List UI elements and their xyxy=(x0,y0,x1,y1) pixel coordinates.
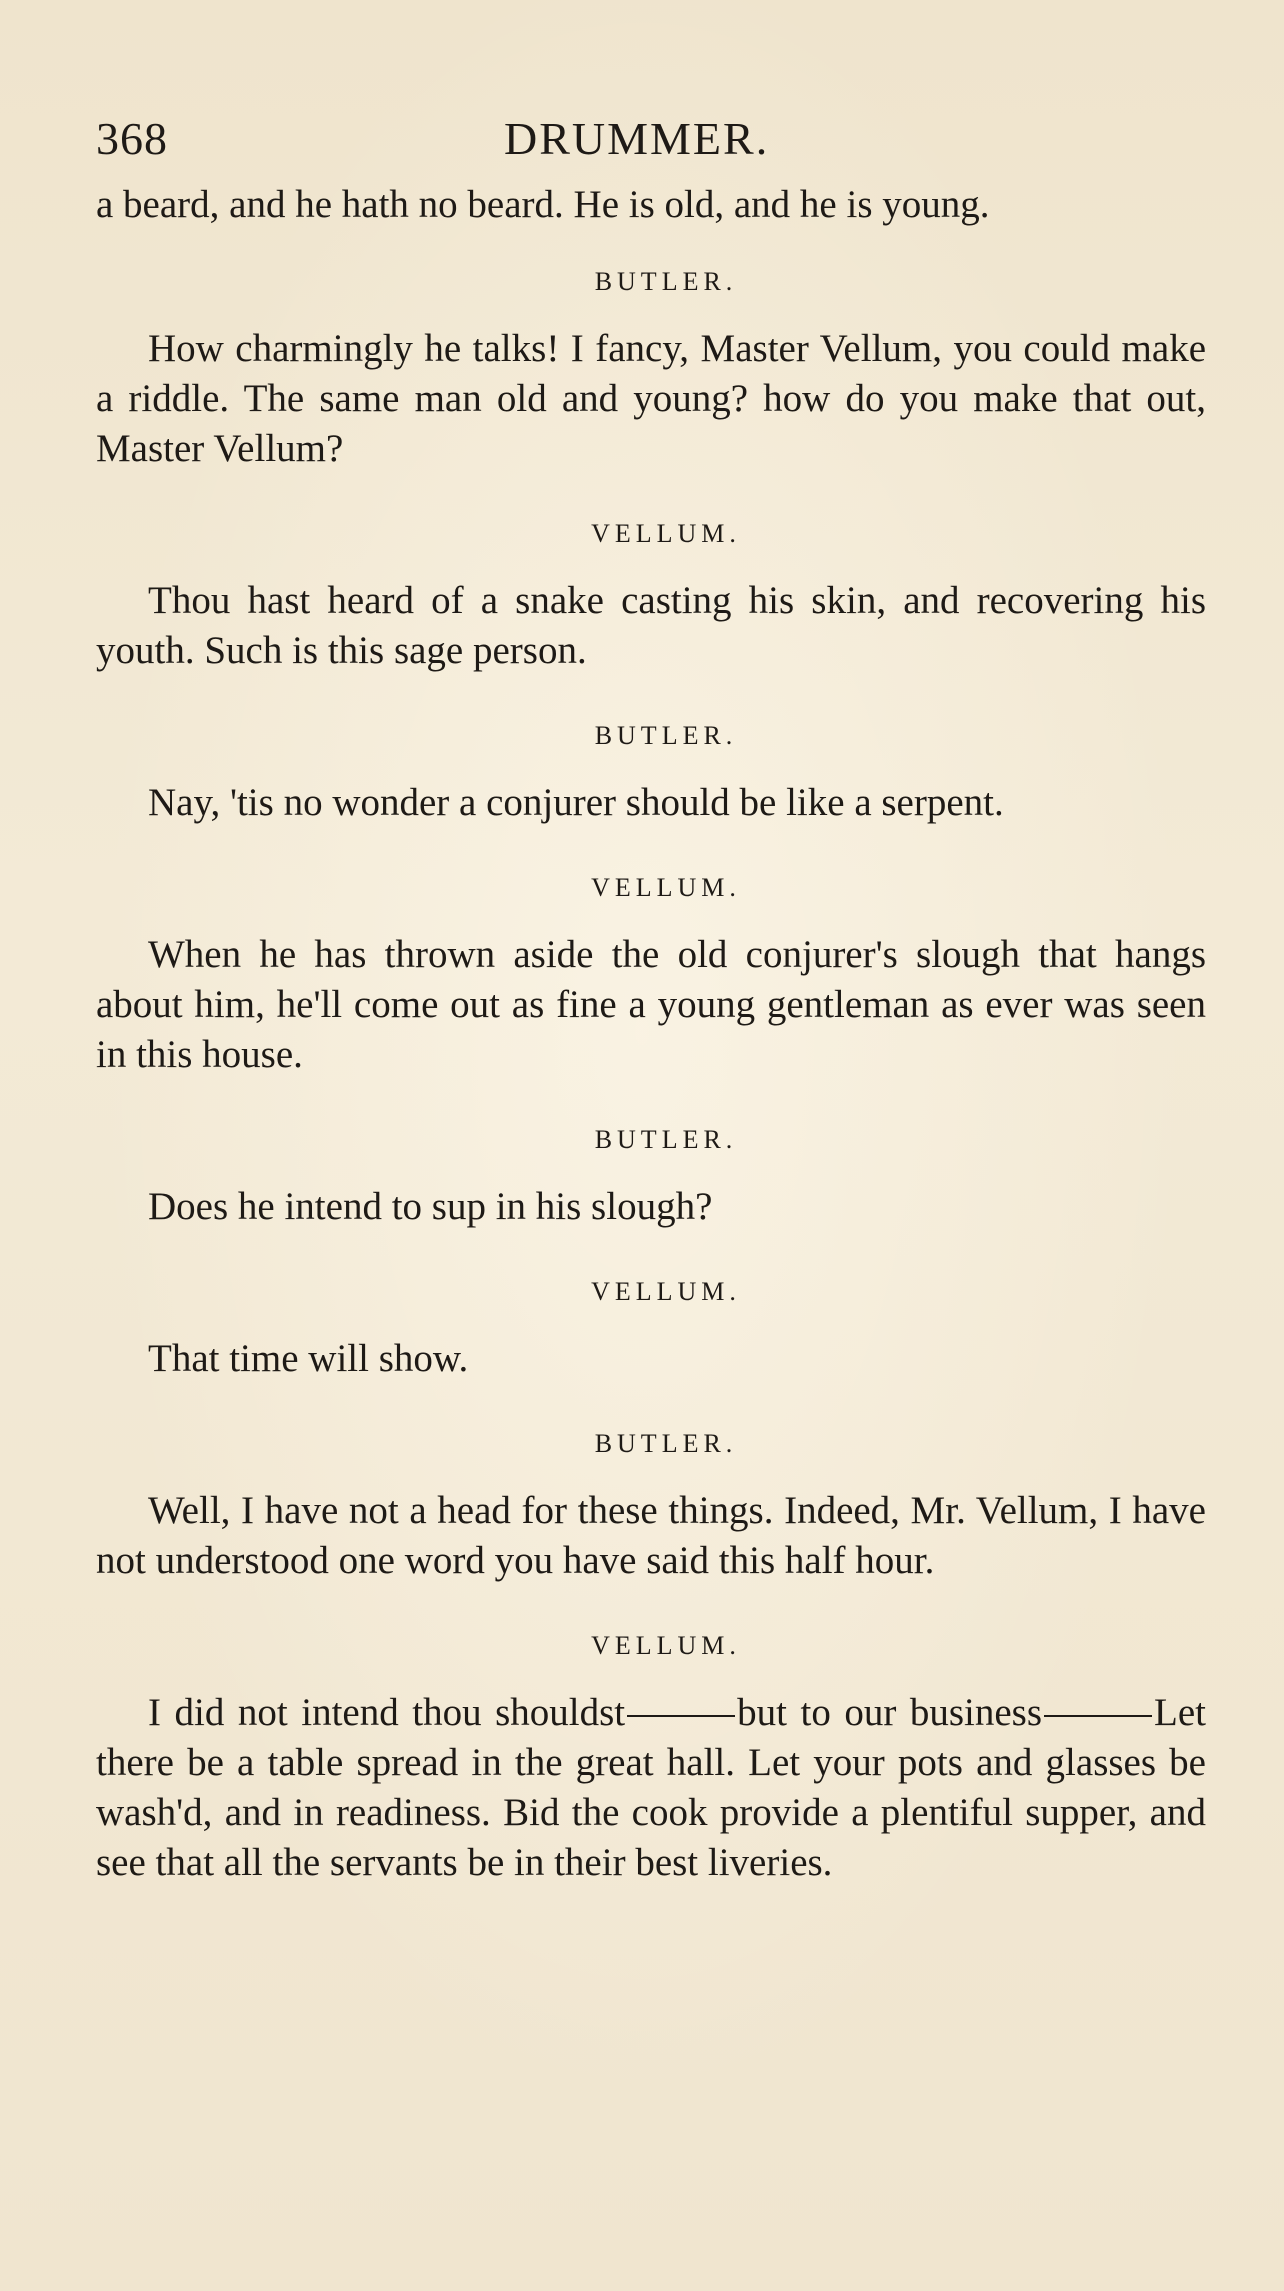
body-text xyxy=(96,180,1206,1888)
final-paragraph-part-3: Let there be a table spread in the great hall. Let your pots and glasses be wash'd, and in readiness. Bid the cook provide a plentiful supper, and see that all the servants be in their best liveries. xyxy=(96,1691,1206,1884)
dialogue-paragraph: Well, I have not a head for these things. Indeed, Mr. Vellum, I have not understood one word you have said this half hour. xyxy=(96,1489,1206,1582)
speaker-name: BUTLER. xyxy=(594,721,738,750)
running-head: DRUMMER. xyxy=(504,113,770,164)
dialogue-paragraph: How charmingly he talks! I fancy, Master Vellum, you could make a riddle. The same man old and young? how do you make that out, Master Vellum? xyxy=(96,327,1206,470)
speaker-name: VELLUM. xyxy=(591,873,741,902)
page-header xyxy=(96,112,1206,172)
dialogue-paragraph: Nay, 'tis no wonder a conjurer should be like a serpent. xyxy=(148,781,1004,824)
em-dash-rule xyxy=(1044,1715,1152,1717)
final-paragraph xyxy=(96,1688,1206,1888)
dialogue-paragraph: Does he intend to sup in his slough? xyxy=(148,1185,713,1228)
speaker-name: BUTLER. xyxy=(594,267,738,296)
final-paragraph-part-2: but to our business xyxy=(737,1691,1043,1734)
speaker-name: VELLUM. xyxy=(591,1631,741,1660)
dialogue-paragraph: a beard, and he hath no beard. He is old, and he is young. xyxy=(96,183,990,226)
dialogue-paragraph: When he has thrown aside the old conjurer's slough that hangs about him, he'll come out as fine a young gentleman as ever was seen in this house. xyxy=(96,933,1206,1076)
speaker-name: VELLUM. xyxy=(591,1277,741,1306)
em-dash-rule xyxy=(627,1715,735,1717)
speaker-name: BUTLER. xyxy=(594,1429,738,1458)
final-paragraph-part-1: I did not intend thou shouldst xyxy=(148,1691,626,1734)
dialogue-paragraph: That time will show. xyxy=(148,1337,469,1380)
page-number: 368 xyxy=(96,113,168,164)
speaker-name: VELLUM. xyxy=(591,519,741,548)
dialogue-paragraph: Thou hast heard of a snake casting his skin, and recovering his youth. Such is this sage person. xyxy=(96,579,1206,672)
speaker-name: BUTLER. xyxy=(594,1125,738,1154)
